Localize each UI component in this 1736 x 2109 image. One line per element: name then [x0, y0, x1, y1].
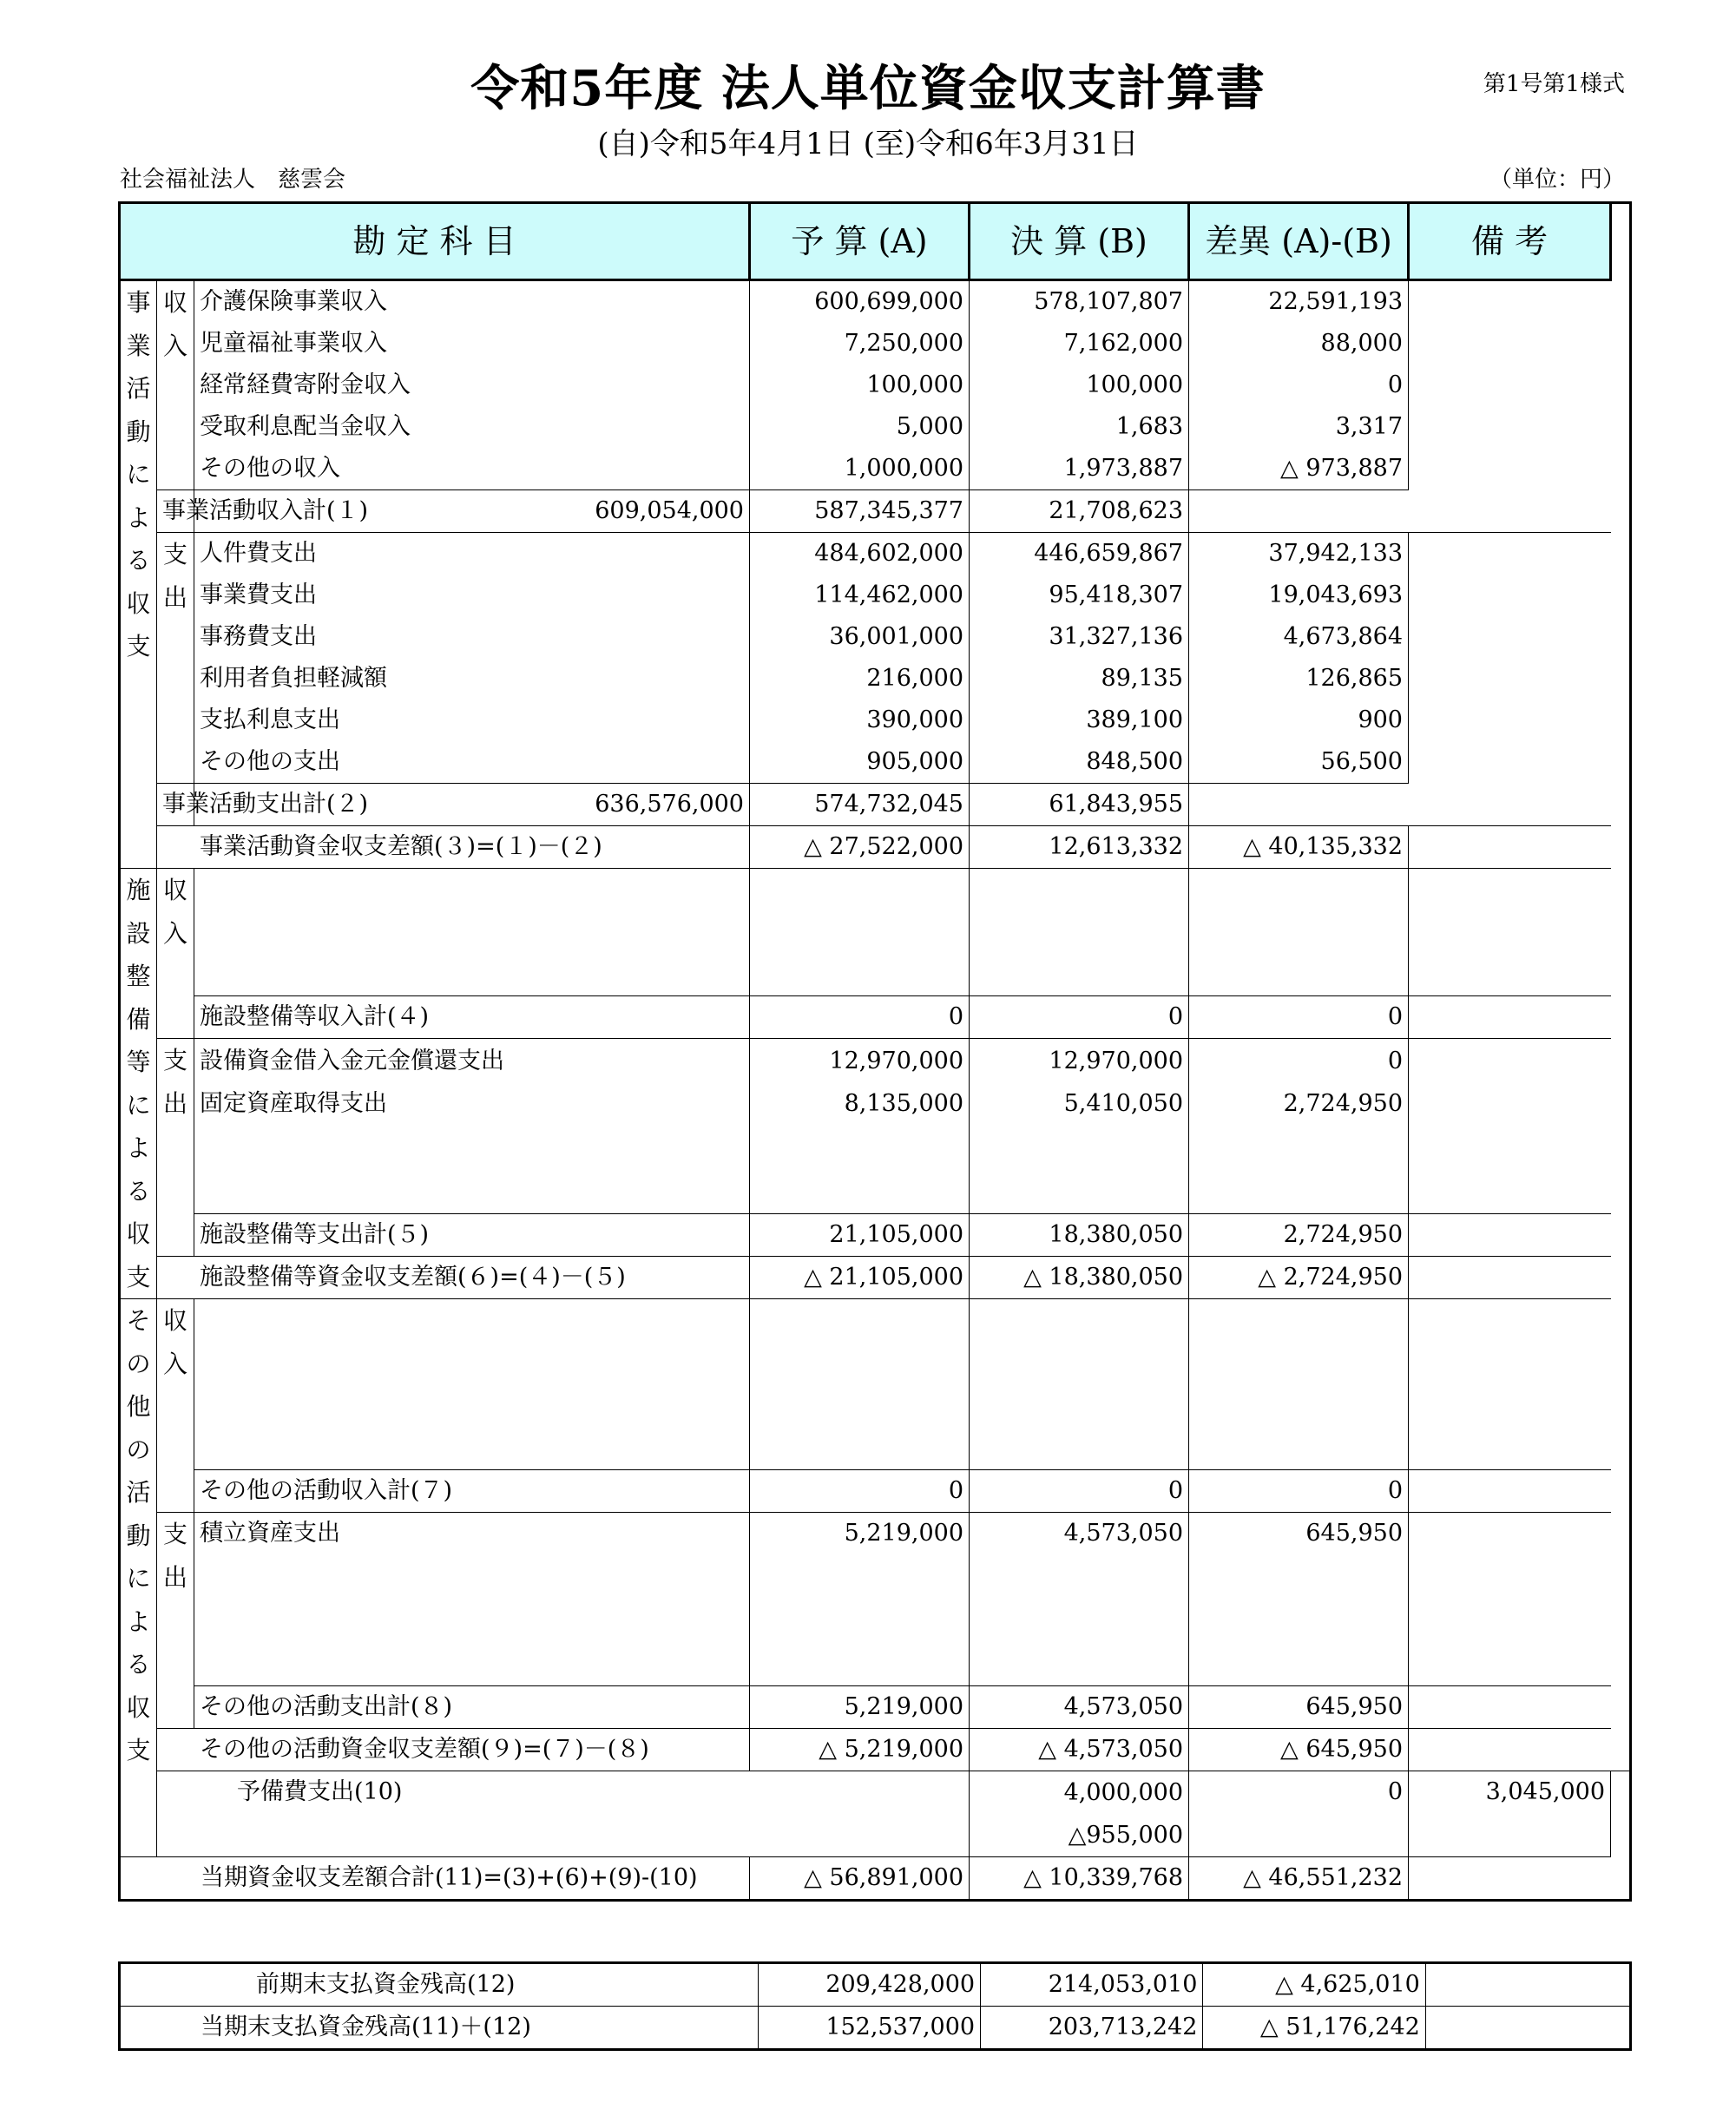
subtotal-row [120, 784, 1631, 826]
income-label: 収入 [157, 1299, 194, 1513]
actual-value: 389,100 [970, 700, 1189, 741]
budget-value: 36,001,000 [750, 616, 970, 658]
expense-label: 支出 [157, 533, 194, 784]
subtotal-row [120, 490, 1631, 533]
row-name: 設備資金借入金元金償還支出 [194, 1039, 750, 1084]
actual-value: △ 4,573,050 [970, 1729, 1189, 1771]
budget-value: 12,970,000 [750, 1039, 970, 1084]
actual-value: 0 [1189, 1771, 1409, 1857]
col-header-account: 勘 定 科 目 [120, 203, 750, 280]
budget-value: 905,000 [750, 741, 970, 784]
actual-value: 4,573,050 [970, 1513, 1189, 1686]
table-row [120, 323, 1631, 365]
row-name [194, 869, 750, 996]
table-row [120, 700, 1631, 741]
diff-value: 645,950 [1189, 1686, 1409, 1729]
diff-value: 4,673,864 [1189, 616, 1409, 658]
diff-value: △ 4,625,010 [1203, 1963, 1425, 2007]
remarks-cell [1409, 1214, 1611, 1257]
col-header-budget: 予 算 (A) [750, 203, 970, 280]
diff-value: 645,950 [1189, 1513, 1409, 1686]
remarks-cell [1409, 1257, 1611, 1299]
budget-value: 8,135,000 [750, 1083, 970, 1214]
row-name: 人件費支出 [194, 533, 750, 575]
remarks-cell [1409, 1857, 1611, 1901]
budget-value: 1,000,000 [750, 448, 970, 490]
actual-value: 1,973,887 [970, 448, 1189, 490]
row-name: その他の活動支出計(８) [194, 1686, 750, 1729]
row-name: その他の活動資金収支差額(９)=(７)－(８) [157, 1729, 750, 1771]
actual-value: △ 18,380,050 [970, 1257, 1189, 1299]
actual-value: 4,573,050 [970, 1686, 1189, 1729]
subtotal-row [120, 1470, 1631, 1513]
budget-value: 21,105,000 [750, 1214, 970, 1257]
actual-value: △ 10,339,768 [970, 1857, 1189, 1901]
row-name: 施設整備等支出計(５) [194, 1214, 750, 1257]
budget-value: 609,054,000 [194, 490, 750, 533]
diff-value: △ 51,176,242 [1203, 2007, 1425, 2050]
remarks-cell [1409, 869, 1611, 996]
actual-value: 31,327,136 [970, 616, 1189, 658]
row-name: 固定資産取得支出 [200, 1090, 387, 1117]
row-name: 経常経費寄附金収入 [200, 371, 411, 398]
budget-value: 100,000 [750, 365, 970, 406]
diff-value: 22,591,193 [1189, 280, 1409, 324]
budget-value: △ 56,891,000 [750, 1857, 970, 1901]
actual-value: 7,162,000 [970, 323, 1189, 365]
table-row [120, 575, 1631, 616]
budget-value: 0 [750, 996, 970, 1039]
budget-value: 636,576,000 [194, 784, 750, 826]
actual-value: 214,053,010 [981, 1963, 1203, 2007]
table-row [120, 280, 1631, 324]
row-name: 事業活動支出計(２) [157, 784, 194, 826]
diff-value: 2,724,950 [1189, 1083, 1409, 1214]
actual-value [970, 1299, 1189, 1470]
budget-value: 484,602,000 [750, 533, 970, 575]
col-header-actual: 決 算 (B) [970, 203, 1189, 280]
budget-value: 600,699,000 [750, 280, 970, 324]
page-title: 令和5年度 法人単位資金収支計算書 [470, 60, 1266, 117]
expense-label: 支出 [157, 1513, 194, 1729]
remarks-cell [1409, 1686, 1611, 1729]
budget-value: △ 27,522,000 [750, 826, 970, 869]
subtotal-row [120, 996, 1631, 1039]
unit-label: （単位：円） [1489, 167, 1625, 193]
remarks-cell [1409, 1299, 1611, 1470]
budget-value: 152,537,000 [758, 2007, 980, 2050]
budget-value-adjustment: △955,000 [1068, 1822, 1183, 1849]
table-row [120, 1513, 1631, 1686]
remarks-cell [1409, 826, 1611, 869]
row-name: 当期末支払資金残高(11)＋(12) [120, 2007, 759, 2050]
table-row [120, 1083, 1631, 1214]
diff-value: 900 [1189, 700, 1409, 741]
remarks-cell [1409, 700, 1611, 741]
row-name: 支払利息支出 [200, 706, 340, 733]
remarks-cell [1425, 2007, 1630, 2050]
actual-value: 0 [970, 996, 1189, 1039]
balance-row [120, 1257, 1631, 1299]
header-row [120, 203, 1631, 280]
diff-value: 19,043,693 [1189, 575, 1409, 616]
actual-value: 12,613,332 [970, 826, 1189, 869]
table-row [120, 1299, 1631, 1470]
diff-value: 56,500 [1189, 741, 1409, 784]
table-row [120, 616, 1631, 658]
budget-value [750, 869, 970, 996]
income-label: 収入 [157, 280, 194, 490]
actual-value: 18,380,050 [970, 1214, 1189, 1257]
actual-value: 587,345,377 [750, 490, 970, 533]
row-name: その他の活動収入計(７) [194, 1470, 750, 1513]
table-row [120, 533, 1631, 575]
balance-table-row [120, 1963, 1631, 2007]
diff-value: 0 [1189, 365, 1409, 406]
table-row [120, 658, 1631, 700]
actual-value: 203,713,242 [981, 2007, 1203, 2050]
budget-value: △ 21,105,000 [750, 1257, 970, 1299]
table-row [120, 1039, 1631, 1084]
remarks-cell [1409, 1513, 1611, 1686]
diff-value [1189, 1299, 1409, 1470]
budget-value [750, 1299, 970, 1470]
actual-value: 12,970,000 [970, 1039, 1189, 1084]
budget-value: 390,000 [750, 700, 970, 741]
diff-value: △ 46,551,232 [1189, 1857, 1409, 1901]
diff-value: 37,942,133 [1189, 533, 1409, 575]
diff-value: 0 [1189, 996, 1409, 1039]
budget-value: 5,219,000 [750, 1686, 970, 1729]
row-name: 施設整備等資金収支差額(６)=(４)－(５) [157, 1257, 750, 1299]
remarks-cell [1409, 575, 1611, 616]
section-facility-label: 施設整備等による収支 [120, 869, 157, 1299]
balance-row [120, 1729, 1631, 1771]
budget-value: 5,000 [750, 406, 970, 448]
diff-value: 3,045,000 [1409, 1771, 1611, 1857]
section-other-label: その他の活動による収支 [120, 1299, 157, 1857]
actual-value: 95,418,307 [970, 575, 1189, 616]
subtotal-row [120, 1214, 1631, 1257]
remarks-cell [1409, 323, 1611, 365]
diff-value: △ 973,887 [1189, 448, 1409, 490]
table-row [120, 448, 1631, 490]
row-name: その他の支出 [200, 748, 340, 775]
row-name: 施設整備等収入計(４) [194, 996, 750, 1039]
row-name: 事業活動収入計(１) [157, 490, 194, 533]
remarks-cell [1189, 784, 1409, 826]
actual-value: 578,107,807 [970, 280, 1189, 324]
budget-value-main: 4,000,000 [1063, 1779, 1183, 1806]
budget-value: 5,219,000 [750, 1513, 970, 1686]
budget-value: 209,428,000 [758, 1963, 980, 2007]
cash-flow-table [118, 201, 1632, 1902]
remarks-cell [1611, 1771, 1631, 1857]
remarks-cell [1409, 448, 1611, 490]
row-name: 積立資産支出 [194, 1513, 750, 1686]
income-label: 収入 [157, 869, 194, 1039]
actual-value [970, 869, 1189, 996]
expense-label: 支出 [157, 1039, 194, 1257]
fiscal-period: (自)令和5年4月1日 (至)令和6年3月31日 [597, 127, 1139, 161]
remarks-cell [1409, 1039, 1611, 1084]
diff-value: 61,843,955 [970, 784, 1189, 826]
row-name: 介護保険事業収入 [200, 288, 387, 315]
actual-value: 446,659,867 [970, 533, 1189, 575]
budget-value: 0 [750, 1470, 970, 1513]
col-header-remarks: 備 考 [1409, 203, 1611, 280]
table-row [120, 869, 1631, 996]
remarks-cell [1425, 1963, 1630, 2007]
remarks-cell [1409, 533, 1611, 575]
table-row [120, 406, 1631, 448]
diff-value: △ 40,135,332 [1189, 826, 1409, 869]
actual-value: 574,732,045 [750, 784, 970, 826]
actual-value: 1,683 [970, 406, 1189, 448]
remarks-cell [1409, 365, 1611, 406]
table-row [120, 741, 1631, 784]
diff-value: 88,000 [1189, 323, 1409, 365]
remarks-cell [1409, 1083, 1611, 1214]
balance-table-row [120, 2007, 1631, 2050]
diff-value: △ 2,724,950 [1189, 1257, 1409, 1299]
diff-value: △ 645,950 [1189, 1729, 1409, 1771]
row-name: 事業活動資金収支差額(３)=(１)－(２) [157, 826, 750, 869]
row-name: その他の収入 [200, 455, 340, 482]
col-header-diff: 差異 (A)-(B) [1189, 203, 1409, 280]
diff-value: 0 [1189, 1039, 1409, 1084]
remarks-cell [1409, 1470, 1611, 1513]
row-name: 児童福祉事業収入 [200, 330, 387, 357]
remarks-cell [1409, 741, 1611, 784]
row-name: 前期末支払資金残高(12) [256, 1971, 516, 1998]
diff-value: 126,865 [1189, 658, 1409, 700]
row-name: 受取利息配当金収入 [200, 413, 411, 440]
section-operating-label: 事業活動による収支 [120, 280, 157, 869]
row-name: 当期資金収支差額合計(11)=(3)+(6)+(9)-(10) [120, 1857, 750, 1901]
diff-value: 3,317 [1189, 406, 1409, 448]
remarks-cell [1409, 280, 1611, 324]
remarks-cell [1409, 658, 1611, 700]
subtotal-row [120, 1686, 1631, 1729]
budget-value [970, 1771, 1189, 1857]
form-number: 第1号第1様式 [1483, 71, 1625, 97]
reserve-row [120, 1771, 1631, 1857]
remarks-cell [1189, 490, 1409, 533]
diff-value [1189, 869, 1409, 996]
diff-value: 2,724,950 [1189, 1214, 1409, 1257]
remarks-cell [1409, 1729, 1611, 1771]
organization-name: 社会福祉法人 慈雲会 [120, 167, 346, 193]
actual-value: 848,500 [970, 741, 1189, 784]
diff-value: 0 [1189, 1470, 1409, 1513]
remarks-cell [1409, 406, 1611, 448]
budget-value: 7,250,000 [750, 323, 970, 365]
budget-value: 216,000 [750, 658, 970, 700]
fund-balance-table [118, 1961, 1632, 2051]
row-name: 利用者負担軽減額 [200, 665, 387, 692]
diff-value: 21,708,623 [970, 490, 1189, 533]
actual-value: 100,000 [970, 365, 1189, 406]
row-name [194, 1299, 750, 1470]
balance-row [120, 826, 1631, 869]
actual-value: 89,135 [970, 658, 1189, 700]
remarks-cell [1409, 616, 1611, 658]
budget-value: 114,462,000 [750, 575, 970, 616]
budget-value: △ 5,219,000 [750, 1729, 970, 1771]
row-name: 事業費支出 [200, 581, 317, 608]
remarks-cell [1409, 996, 1611, 1039]
actual-value: 0 [970, 1470, 1189, 1513]
actual-value: 5,410,050 [970, 1083, 1189, 1214]
row-name: 事務費支出 [200, 623, 317, 650]
row-name: 予備費支出(10) [157, 1771, 970, 1857]
total-row [120, 1857, 1631, 1901]
table-row [120, 365, 1631, 406]
